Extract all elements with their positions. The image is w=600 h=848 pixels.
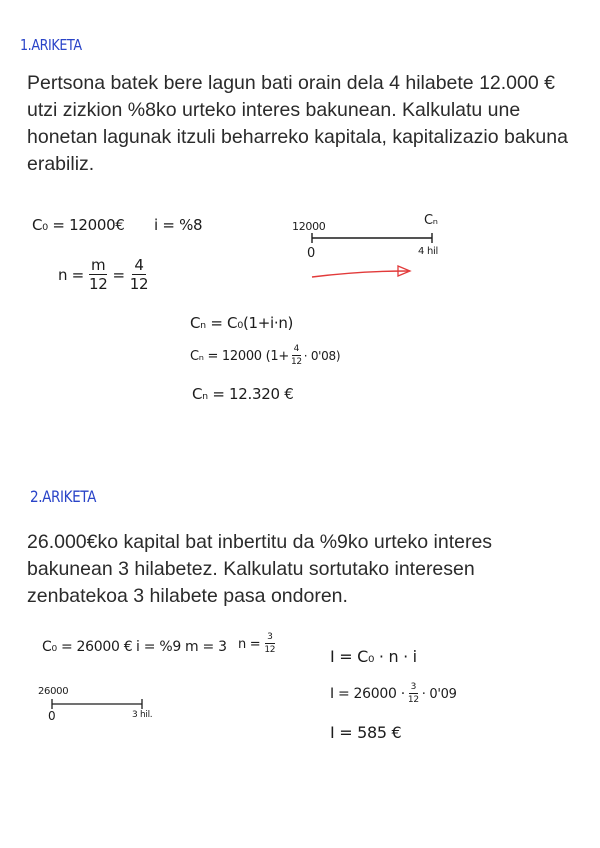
ex1-given-rate: i = %8 bbox=[154, 216, 203, 234]
ex2-timeline-line bbox=[48, 696, 148, 710]
ex2-subst-frac bbox=[408, 683, 419, 705]
ex1-subst-rhs: · 0'08) bbox=[303, 349, 341, 363]
ex2-n-frac bbox=[264, 633, 275, 655]
red-arrow-icon bbox=[310, 263, 414, 281]
exercise-1-heading: 1.ARIKETA bbox=[20, 36, 82, 54]
ex1-timeline-start-value: 12000 bbox=[292, 220, 326, 233]
exercise-2-problem-text: 26.000€ko kapital bat inbertitu da %9ko urteko interes bakunean 3 hilabetez. Kalkulatu sortutako interesen zenbatekoa 3 hilabete pasa ondoren. bbox=[27, 531, 493, 607]
ex2-timeline-end-time: 3 hil. bbox=[132, 710, 153, 720]
ex2-subst-num: 3 bbox=[410, 682, 417, 692]
ex1-n-frac1-den: 12 bbox=[88, 275, 108, 293]
ex2-given-rate: i = %9 bbox=[136, 639, 181, 655]
exercise-1-problem-text: Pertsona batek bere lagun bati orain dela 4 hilabete 12.000 € utzi zizkion %8ko urteko interes bakunean. Kalkulatu une honetan lagunak itzuli beharreko kapitala, kapitalizazio bakuna erabiliz. bbox=[27, 72, 568, 175]
ex1-n-frac1 bbox=[89, 258, 108, 292]
ex1-result: Cₙ = 12.320 € bbox=[192, 385, 294, 403]
ex1-n-equation bbox=[58, 258, 148, 292]
ex1-given-capital: C₀ = 12000€ bbox=[32, 216, 125, 234]
ex2-n-den: 12 bbox=[264, 645, 276, 655]
ex1-n-frac2-num: 4 bbox=[134, 256, 144, 274]
ex1-n-frac2 bbox=[130, 258, 149, 292]
ex2-n-num: 3 bbox=[267, 632, 273, 642]
ex1-subst-lhs: Cₙ = 12000 (1+ bbox=[190, 348, 289, 364]
ex2-timeline-start-value: 26000 bbox=[38, 686, 69, 697]
ex2-subst-lhs: I = 26000 · bbox=[330, 686, 405, 702]
ex1-n-eq: = bbox=[112, 266, 125, 284]
exercise-2-heading: 2.ARIKETA bbox=[30, 487, 96, 506]
ex1-formula: Cₙ = C₀(1+i·n) bbox=[190, 314, 294, 332]
ex1-n-lhs: n = bbox=[58, 266, 84, 284]
ex1-subst-num: 4 bbox=[293, 344, 300, 354]
ex2-n-lhs: n = bbox=[238, 636, 261, 652]
ex1-n-frac1-num: m bbox=[91, 256, 106, 274]
ex1-n-frac2-den: 12 bbox=[129, 275, 149, 293]
ex2-given-capital: C₀ = 26000 € bbox=[42, 639, 133, 655]
ex2-given-months: m = 3 bbox=[185, 639, 227, 655]
ex2-result: I = 585 € bbox=[330, 723, 402, 742]
ex2-timeline-start-time: 0 bbox=[48, 709, 56, 723]
ex1-timeline-line bbox=[308, 230, 438, 244]
ex2-formula: I = C₀ · n · i bbox=[330, 647, 417, 666]
ex2-substitution bbox=[330, 683, 457, 705]
ex1-subst-den: 12 bbox=[290, 357, 302, 367]
ex2-subst-rhs: · 0'09 bbox=[421, 686, 457, 702]
ex1-subst-frac bbox=[291, 345, 302, 367]
ex1-timeline-start-time: 0 bbox=[307, 246, 315, 261]
ex2-subst-den: 12 bbox=[407, 695, 419, 705]
ex1-substitution bbox=[190, 345, 340, 367]
ex2-n-equation bbox=[238, 633, 275, 655]
ex1-timeline-end-time: 4 hil bbox=[418, 246, 438, 257]
ex1-timeline-end-value: Cₙ bbox=[424, 213, 438, 228]
